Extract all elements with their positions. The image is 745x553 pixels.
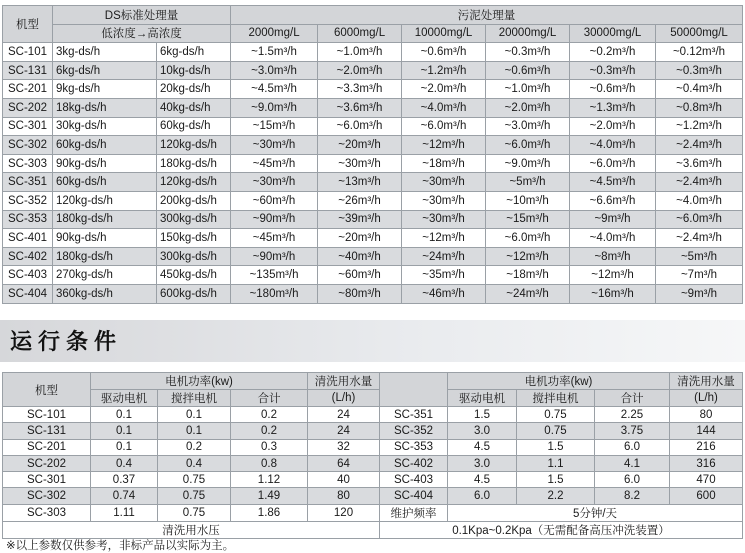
- stir-cell: 0.4: [158, 455, 231, 471]
- table-row: [3, 210, 743, 229]
- flow-cell: ~6.0m³/h: [486, 229, 570, 248]
- flow-cell: ~15m³/h: [231, 117, 318, 136]
- flow-cell: ~80m³/h: [318, 284, 402, 303]
- model-cell: SC-303: [3, 154, 53, 173]
- total-cell: 1.12: [231, 472, 308, 488]
- flow-cell: ~45m³/h: [231, 229, 318, 248]
- table-row: [3, 117, 743, 136]
- flow-cell: ~40m³/h: [318, 247, 402, 266]
- flow-cell: ~4.0m³/h: [570, 136, 656, 155]
- flow-cell: ~9.0m³/h: [231, 98, 318, 117]
- table-row: [3, 173, 743, 192]
- flow-cell: ~9m³/h: [570, 210, 656, 229]
- flow-cell: ~24m³/h: [486, 284, 570, 303]
- ds-low-cell: 120kg-ds/h: [53, 191, 157, 210]
- total-cell: 0.2: [231, 423, 308, 439]
- flow-cell: ~0.8m³/h: [656, 98, 743, 117]
- table-row: [3, 191, 743, 210]
- model-cell: SC-303: [3, 504, 91, 521]
- table-row: [3, 284, 743, 303]
- flow-cell: ~8m³/h: [570, 247, 656, 266]
- ds-low-cell: 180kg-ds/h: [53, 247, 157, 266]
- table-row: [3, 61, 743, 80]
- ds-high-cell: 120kg-ds/h: [157, 136, 231, 155]
- flow-cell: ~16m³/h: [570, 284, 656, 303]
- water-cell: 24: [308, 407, 380, 423]
- drive-cell: 0.1: [91, 423, 158, 439]
- flow-cell: ~7m³/h: [656, 266, 743, 285]
- total-cell: 0.2: [231, 407, 308, 423]
- total-cell: 3.75: [595, 423, 670, 439]
- model-cell: SC-352: [3, 191, 53, 210]
- ds-high-cell: 6kg-ds/h: [157, 43, 231, 62]
- flow-cell: ~4.0m³/h: [570, 229, 656, 248]
- flow-cell: ~6.0m³/h: [486, 136, 570, 155]
- concentration-header: 2000mg/L: [231, 24, 318, 43]
- model-cell: SC-202: [3, 98, 53, 117]
- wash-water-header: 清洗用水量: [308, 373, 380, 390]
- maintenance-label: 维护频率: [380, 504, 448, 521]
- footnote: ※以上参数仅供参考，非标产品以实际为主。: [6, 540, 235, 552]
- table-row: [3, 407, 743, 423]
- water-cell: 32: [308, 439, 380, 455]
- flow-cell: ~0.6m³/h: [486, 61, 570, 80]
- water-cell: 64: [308, 455, 380, 471]
- flow-cell: ~135m³/h: [231, 266, 318, 285]
- total-cell: 6.0: [595, 439, 670, 455]
- flow-cell: ~2.4m³/h: [656, 229, 743, 248]
- stir-cell: 0.1: [158, 407, 231, 423]
- water-cell: 120: [308, 504, 380, 521]
- flow-cell: ~0.6m³/h: [570, 80, 656, 99]
- flow-cell: ~2.4m³/h: [656, 173, 743, 192]
- flow-cell: ~2.0m³/h: [402, 80, 486, 99]
- model-cell: SC-403: [3, 266, 53, 285]
- table-row: [3, 521, 743, 538]
- drive-cell: 4.5: [448, 472, 517, 488]
- stir-cell: 1.5: [517, 439, 595, 455]
- drive-cell: 3.0: [448, 423, 517, 439]
- model-cell: SC-131: [3, 61, 53, 80]
- water-cell: 600: [670, 488, 743, 504]
- flow-cell: ~15m³/h: [486, 210, 570, 229]
- flow-cell: ~4.0m³/h: [402, 98, 486, 117]
- flow-cell: ~1.0m³/h: [486, 80, 570, 99]
- model-cell: SC-301: [3, 472, 91, 488]
- flow-cell: ~6.0m³/h: [318, 117, 402, 136]
- table-row: [3, 247, 743, 266]
- drive-cell: 6.0: [448, 488, 517, 504]
- flow-cell: ~4.5m³/h: [231, 80, 318, 99]
- stir-motor-header: 搅拌电机: [158, 390, 231, 407]
- motor-power-header: 电机功率(kw): [448, 373, 670, 390]
- model-cell: SC-401: [3, 229, 53, 248]
- ds-high-cell: 300kg-ds/h: [157, 247, 231, 266]
- model-cell: SC-403: [380, 472, 448, 488]
- drive-cell: 0.4: [91, 455, 158, 471]
- flow-cell: ~30m³/h: [402, 173, 486, 192]
- ds-high-cell: 120kg-ds/h: [157, 173, 231, 192]
- flow-cell: ~18m³/h: [402, 154, 486, 173]
- drive-cell: 3.0: [448, 455, 517, 471]
- ds-high-cell: 300kg-ds/h: [157, 210, 231, 229]
- stir-cell: 0.75: [158, 488, 231, 504]
- model-cell: SC-402: [380, 455, 448, 471]
- flow-cell: ~2.0m³/h: [486, 98, 570, 117]
- table-row: [3, 80, 743, 99]
- table-row: [3, 43, 743, 62]
- table-row: [3, 98, 743, 117]
- flow-cell: ~30m³/h: [402, 191, 486, 210]
- model-header: [380, 373, 448, 407]
- flow-cell: ~12m³/h: [402, 229, 486, 248]
- stir-cell: 0.75: [158, 472, 231, 488]
- ds-low-cell: 9kg-ds/h: [53, 80, 157, 99]
- model-cell: SC-404: [3, 284, 53, 303]
- model-cell: SC-353: [3, 210, 53, 229]
- maintenance-value: 5分钟/天: [448, 504, 743, 521]
- model-cell: SC-131: [3, 423, 91, 439]
- drive-motor-header: 驱动电机: [91, 390, 158, 407]
- flow-cell: ~3.6m³/h: [318, 98, 402, 117]
- stir-cell: 1.1: [517, 455, 595, 471]
- flow-cell: ~5m³/h: [656, 247, 743, 266]
- ds-low-cell: 270kg-ds/h: [53, 266, 157, 285]
- ds-high-cell: 20kg-ds/h: [157, 80, 231, 99]
- flow-cell: ~2.0m³/h: [570, 117, 656, 136]
- stir-motor-header: 搅拌电机: [517, 390, 595, 407]
- table-row: [3, 488, 743, 504]
- flow-cell: ~6.0m³/h: [656, 210, 743, 229]
- flow-cell: ~30m³/h: [231, 173, 318, 192]
- water-cell: 144: [670, 423, 743, 439]
- stir-cell: 0.1: [158, 423, 231, 439]
- flow-cell: ~2.4m³/h: [656, 136, 743, 155]
- ds-capacity-header: DS标准处理量: [53, 6, 231, 25]
- flow-cell: ~30m³/h: [402, 210, 486, 229]
- total-cell: 4.1: [595, 455, 670, 471]
- sludge-capacity-header: 污泥处理量: [231, 6, 743, 25]
- ds-low-cell: 30kg-ds/h: [53, 117, 157, 136]
- model-cell: SC-353: [380, 439, 448, 455]
- model-cell: SC-101: [3, 43, 53, 62]
- ds-low-cell: 60kg-ds/h: [53, 173, 157, 192]
- ds-high-cell: 150kg-ds/h: [157, 229, 231, 248]
- concentration-header: 30000mg/L: [570, 24, 656, 43]
- flow-cell: ~1.3m³/h: [570, 98, 656, 117]
- flow-cell: ~18m³/h: [486, 266, 570, 285]
- drive-cell: 0.37: [91, 472, 158, 488]
- table-row: [3, 154, 743, 173]
- stir-cell: 0.75: [158, 504, 231, 521]
- model-cell: SC-402: [3, 247, 53, 266]
- ds-low-cell: 3kg-ds/h: [53, 43, 157, 62]
- stir-cell: 2.2: [517, 488, 595, 504]
- model-cell: SC-404: [380, 488, 448, 504]
- model-cell: SC-201: [3, 80, 53, 99]
- flow-cell: ~5m³/h: [486, 173, 570, 192]
- total-cell: 2.25: [595, 407, 670, 423]
- ds-high-cell: 40kg-ds/h: [157, 98, 231, 117]
- flow-cell: ~0.4m³/h: [656, 80, 743, 99]
- ds-concentration-subheader: 低浓度→高浓度: [53, 24, 231, 43]
- capacity-table: [2, 5, 743, 304]
- flow-cell: ~1.0m³/h: [318, 43, 402, 62]
- total-cell: 6.0: [595, 472, 670, 488]
- ds-high-cell: 10kg-ds/h: [157, 61, 231, 80]
- flow-cell: ~1.2m³/h: [402, 61, 486, 80]
- concentration-header: 20000mg/L: [486, 24, 570, 43]
- flow-cell: ~0.3m³/h: [570, 61, 656, 80]
- concentration-header: 50000mg/L: [656, 24, 743, 43]
- flow-cell: ~9.0m³/h: [486, 154, 570, 173]
- total-header: 合计: [595, 390, 670, 407]
- total-cell: 0.8: [231, 455, 308, 471]
- flow-cell: ~6.6m³/h: [570, 191, 656, 210]
- flow-cell: ~0.12m³/h: [656, 43, 743, 62]
- flow-cell: ~3.3m³/h: [318, 80, 402, 99]
- concentration-header: 6000mg/L: [318, 24, 402, 43]
- motor-power-header: 电机功率(kw): [91, 373, 308, 390]
- model-cell: SC-301: [3, 117, 53, 136]
- flow-cell: ~20m³/h: [318, 229, 402, 248]
- drive-cell: 1.11: [91, 504, 158, 521]
- table-row: [3, 439, 743, 455]
- flow-cell: ~6.0m³/h: [570, 154, 656, 173]
- flow-cell: ~20m³/h: [318, 136, 402, 155]
- flow-cell: ~60m³/h: [231, 191, 318, 210]
- flow-cell: ~12m³/h: [402, 136, 486, 155]
- ds-low-cell: 18kg-ds/h: [53, 98, 157, 117]
- model-cell: SC-302: [3, 136, 53, 155]
- ds-high-cell: 600kg-ds/h: [157, 284, 231, 303]
- flow-cell: ~3.6m³/h: [656, 154, 743, 173]
- flow-cell: ~12m³/h: [486, 247, 570, 266]
- model-cell: SC-201: [3, 439, 91, 455]
- flow-cell: ~1.2m³/h: [656, 117, 743, 136]
- model-cell: SC-101: [3, 407, 91, 423]
- ds-low-cell: 60kg-ds/h: [53, 136, 157, 155]
- stir-cell: 1.5: [517, 472, 595, 488]
- ds-high-cell: 200kg-ds/h: [157, 191, 231, 210]
- flow-cell: ~30m³/h: [231, 136, 318, 155]
- section-title-bar: [0, 320, 745, 362]
- model-header: 机型: [3, 6, 53, 43]
- drive-cell: 0.1: [91, 439, 158, 455]
- drive-cell: 1.5: [448, 407, 517, 423]
- stir-cell: 0.2: [158, 439, 231, 455]
- table-row: [3, 229, 743, 248]
- concentration-header: 10000mg/L: [402, 24, 486, 43]
- wash-water-unit: (L/h): [308, 390, 380, 407]
- stir-cell: 0.75: [517, 423, 595, 439]
- flow-cell: ~0.3m³/h: [486, 43, 570, 62]
- flow-cell: ~6.0m³/h: [402, 117, 486, 136]
- stir-cell: 0.75: [517, 407, 595, 423]
- flow-cell: ~90m³/h: [231, 247, 318, 266]
- operating-conditions-table: [2, 372, 743, 539]
- pressure-value: 0.1Kpa~0.2Kpa（无需配备高压冲洗装置）: [380, 521, 743, 538]
- ds-low-cell: 360kg-ds/h: [53, 284, 157, 303]
- flow-cell: ~3.0m³/h: [486, 117, 570, 136]
- flow-cell: ~9m³/h: [656, 284, 743, 303]
- model-cell: SC-351: [3, 173, 53, 192]
- water-cell: 40: [308, 472, 380, 488]
- section-title: 运行条件: [10, 330, 123, 355]
- total-cell: 1.49: [231, 488, 308, 504]
- flow-cell: ~46m³/h: [402, 284, 486, 303]
- pressure-label: 清洗用水压: [3, 521, 380, 538]
- flow-cell: ~0.3m³/h: [656, 61, 743, 80]
- flow-cell: ~180m³/h: [231, 284, 318, 303]
- flow-cell: ~24m³/h: [402, 247, 486, 266]
- drive-cell: 0.1: [91, 407, 158, 423]
- water-cell: 80: [308, 488, 380, 504]
- flow-cell: ~4.5m³/h: [570, 173, 656, 192]
- flow-cell: ~45m³/h: [231, 154, 318, 173]
- drive-cell: 0.74: [91, 488, 158, 504]
- model-header: 机型: [3, 373, 91, 407]
- ds-high-cell: 450kg-ds/h: [157, 266, 231, 285]
- water-cell: 24: [308, 423, 380, 439]
- ds-low-cell: 6kg-ds/h: [53, 61, 157, 80]
- flow-cell: ~0.6m³/h: [402, 43, 486, 62]
- flow-cell: ~10m³/h: [486, 191, 570, 210]
- table-row: [3, 455, 743, 471]
- total-cell: 8.2: [595, 488, 670, 504]
- flow-cell: ~60m³/h: [318, 266, 402, 285]
- flow-cell: ~4.0m³/h: [656, 191, 743, 210]
- total-header: 合计: [231, 390, 308, 407]
- drive-motor-header: 驱动电机: [448, 390, 517, 407]
- water-cell: 470: [670, 472, 743, 488]
- model-cell: SC-351: [380, 407, 448, 423]
- ds-low-cell: 90kg-ds/h: [53, 229, 157, 248]
- wash-water-unit: (L/h): [670, 390, 743, 407]
- ds-high-cell: 180kg-ds/h: [157, 154, 231, 173]
- ds-low-cell: 90kg-ds/h: [53, 154, 157, 173]
- flow-cell: ~39m³/h: [318, 210, 402, 229]
- drive-cell: 4.5: [448, 439, 517, 455]
- model-cell: SC-352: [380, 423, 448, 439]
- flow-cell: ~90m³/h: [231, 210, 318, 229]
- model-cell: SC-302: [3, 488, 91, 504]
- table-row: [3, 504, 743, 521]
- total-cell: 1.86: [231, 504, 308, 521]
- model-cell: SC-202: [3, 455, 91, 471]
- ds-low-cell: 180kg-ds/h: [53, 210, 157, 229]
- water-cell: 216: [670, 439, 743, 455]
- wash-water-header: 清洗用水量: [670, 373, 743, 390]
- table-row: [3, 136, 743, 155]
- table-row: [3, 472, 743, 488]
- water-cell: 80: [670, 407, 743, 423]
- flow-cell: ~30m³/h: [318, 154, 402, 173]
- flow-cell: ~3.0m³/h: [231, 61, 318, 80]
- flow-cell: ~0.2m³/h: [570, 43, 656, 62]
- total-cell: 0.3: [231, 439, 308, 455]
- ds-high-cell: 60kg-ds/h: [157, 117, 231, 136]
- flow-cell: ~2.0m³/h: [318, 61, 402, 80]
- flow-cell: ~35m³/h: [402, 266, 486, 285]
- flow-cell: ~13m³/h: [318, 173, 402, 192]
- flow-cell: ~1.5m³/h: [231, 43, 318, 62]
- table-row: [3, 266, 743, 285]
- water-cell: 316: [670, 455, 743, 471]
- table-row: [3, 423, 743, 439]
- flow-cell: ~26m³/h: [318, 191, 402, 210]
- flow-cell: ~12m³/h: [570, 266, 656, 285]
